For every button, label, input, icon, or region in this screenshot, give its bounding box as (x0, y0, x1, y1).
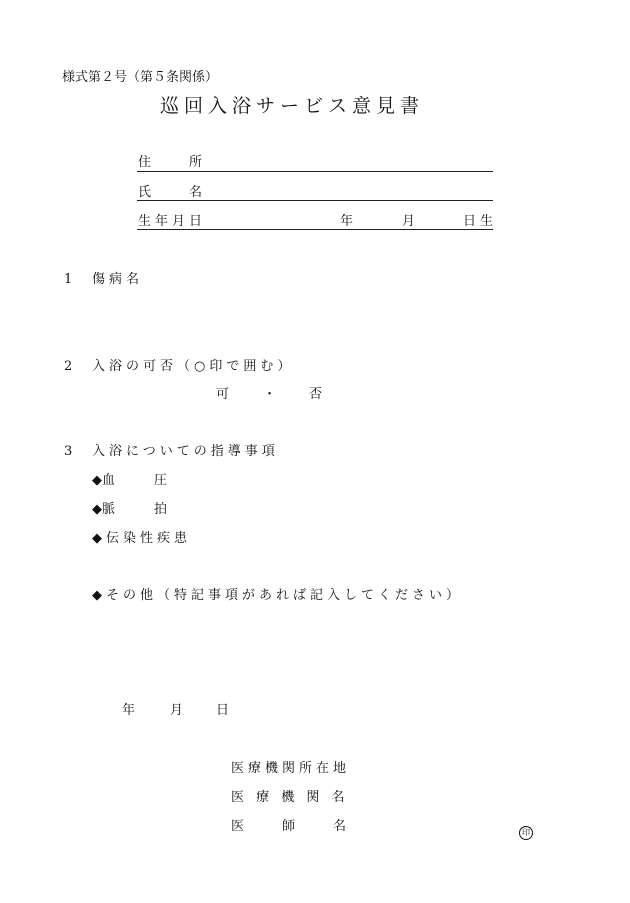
address-line[interactable] (137, 171, 493, 172)
date-day-label: 日 (216, 703, 230, 718)
birth-month-label: 月 (402, 214, 416, 229)
seal-mark-text: 印 (519, 826, 533, 840)
other-notes-item: ◆その他（特記事項があれば記入してください） (92, 588, 463, 603)
date-month-label: 月 (170, 703, 184, 718)
blood-pressure-item: ◆血 圧 (92, 473, 167, 488)
section-1-title: 傷病名 (92, 272, 144, 287)
option-no[interactable]: 否 (309, 387, 323, 402)
section-1-number: 1 (64, 272, 73, 287)
birthdate-label: 生年月日 (138, 214, 207, 229)
birthdate-line[interactable] (137, 229, 493, 230)
name-line[interactable] (137, 200, 493, 201)
pulse-item: ◆脈 拍 (92, 502, 167, 517)
birth-year-label: 年 (340, 214, 354, 229)
institution-address-label: 医療機関所在地 (231, 761, 351, 776)
option-yes[interactable]: 可 (216, 387, 230, 402)
document-title: 巡回入浴サービス意見書 (160, 95, 425, 117)
section-3-number: 3 (64, 444, 73, 459)
name-label: 氏 名 (138, 185, 207, 200)
option-separator: ・ (263, 387, 277, 402)
seal-icon (519, 820, 533, 840)
birth-day-label: 日生 (463, 214, 498, 229)
infectious-disease-item: ◆伝染性疾患 (92, 531, 191, 546)
section-2-title: 入浴の可否（○印で囲む） (92, 359, 295, 374)
address-label: 住 所 (138, 155, 207, 170)
date-year-label: 年 (122, 703, 136, 718)
institution-name-label: 医 療 機 関 名 (231, 790, 349, 805)
form-number: 様式第２号（第５条関係） (62, 70, 219, 85)
section-2-number: 2 (64, 359, 73, 374)
section-3-title: 入浴についての指導事項 (92, 444, 279, 459)
doctor-name-label: 医 師 名 (231, 819, 351, 834)
